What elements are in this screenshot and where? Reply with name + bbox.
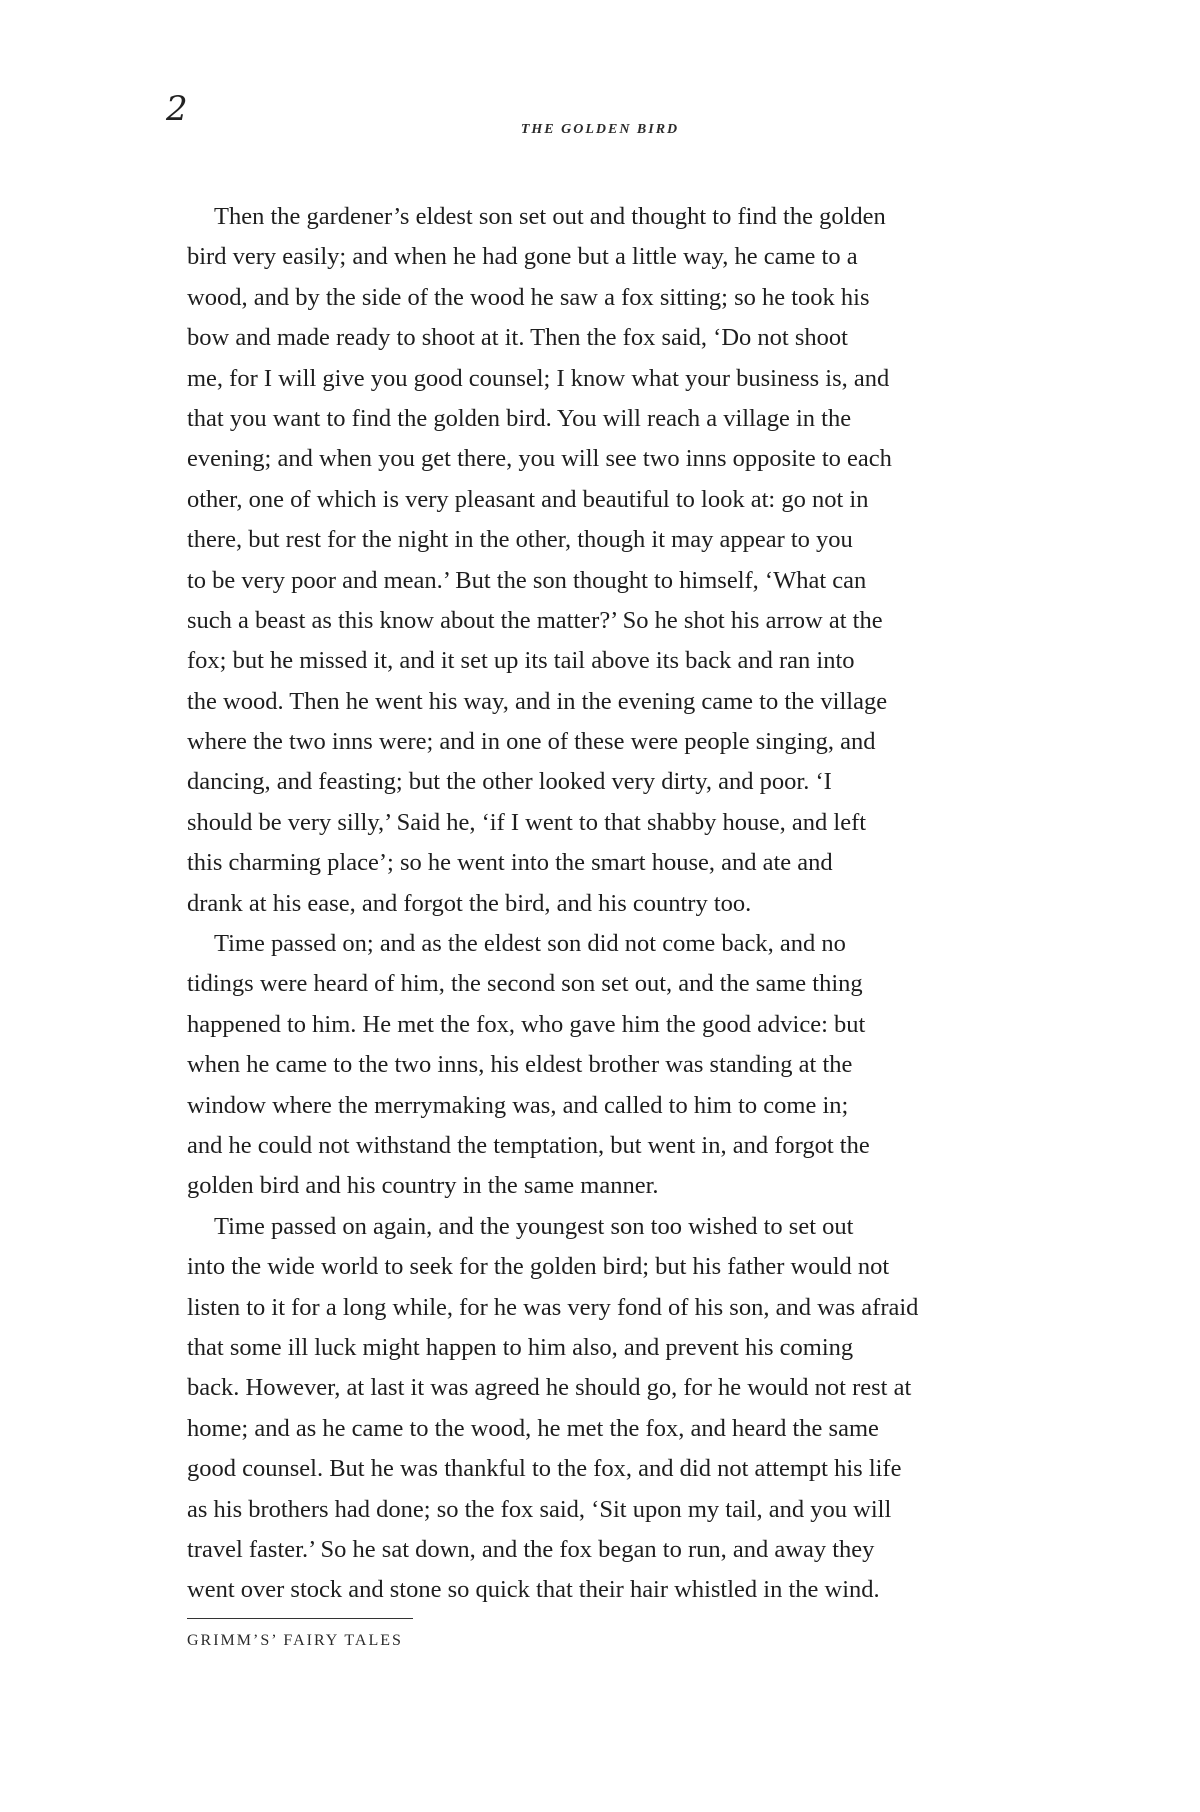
text-line: that some ill luck might happen to him also, and prevent his coming xyxy=(187,1333,854,1361)
text-line: me, for I will give you good counsel; I know what your business is, and xyxy=(187,364,890,392)
text-line: such a beast as this know about the matter?’ So he shot his arrow at the xyxy=(187,606,883,634)
text-line: into the wide world to seek for the golden bird; but his father would not xyxy=(187,1253,890,1281)
text-line: as his brothers had done; so the fox said, ‘Sit upon my tail, and you will xyxy=(187,1495,892,1523)
text-line: should be very silly,’ Said he, ‘if I went to that shabby house, and left xyxy=(187,808,867,836)
text-line: when he came to the two inns, his eldest brother was standing at the xyxy=(187,1051,853,1079)
text-line: fox; but he missed it, and it set up its tail above its back and ran into xyxy=(187,647,855,675)
text-line: Then the gardener’s eldest son set out and thought to find the golden xyxy=(214,203,886,230)
text-line: Time passed on; and as the eldest son did not come back, and no xyxy=(214,930,846,958)
body-text xyxy=(187,197,967,1611)
page-number: 2 xyxy=(166,89,188,129)
text-line: went over stock and stone so quick that their hair whistled in the wind. xyxy=(187,1576,880,1604)
text-line: other, one of which is very pleasant and beautiful to look at: go not in xyxy=(187,485,869,513)
footer-divider xyxy=(187,1618,413,1619)
text-line: dancing, and feasting; but the other looked very dirty, and poor. ‘I xyxy=(187,768,832,796)
text-line: this charming place’; so he went into the smart house, and ate and xyxy=(187,849,833,877)
footer-book-title: GRIMM’S’ FAIRY TALES xyxy=(187,1632,403,1649)
paragraph-3 xyxy=(187,1207,967,1611)
text-line: back. However, at last it was agreed he should go, for he would not rest at xyxy=(187,1374,912,1402)
text-line: wood, and by the side of the wood he saw a fox sitting; so he took his xyxy=(187,283,870,311)
paragraph-2 xyxy=(187,924,967,1207)
running-head: THE GOLDEN BIRD xyxy=(520,122,680,137)
text-line: window where the merrymaking was, and called to him to come in; xyxy=(187,1091,849,1119)
text-line: there, but rest for the night in the other, though it may appear to you xyxy=(187,526,853,554)
text-line: that you want to find the golden bird. You will reach a village in the xyxy=(187,404,852,432)
text-line: the wood. Then he went his way, and in the evening came to the village xyxy=(187,687,888,715)
text-line: evening; and when you get there, you will see two inns opposite to each xyxy=(187,445,892,473)
text-line: to be very poor and mean.’ But the son thought to himself, ‘What can xyxy=(187,566,867,594)
paragraph-1 xyxy=(187,197,967,924)
text-line: and he could not withstand the temptation, but went in, and forgot the xyxy=(187,1131,870,1159)
text-line: where the two inns were; and in one of these were people singing, and xyxy=(187,728,876,756)
text-line: tidings were heard of him, the second son set out, and the same thing xyxy=(187,970,863,998)
text-line: good counsel. But he was thankful to the fox, and did not attempt his life xyxy=(187,1455,902,1483)
text-line: golden bird and his country in the same manner. xyxy=(187,1172,659,1200)
text-line: drank at his ease, and forgot the bird, and his country too. xyxy=(187,889,752,917)
text-line: home; and as he came to the wood, he met the fox, and heard the same xyxy=(187,1414,879,1442)
text-line: listen to it for a long while, for he was very fond of his son, and was afraid xyxy=(187,1293,919,1321)
text-line: travel faster.’ So he sat down, and the fox began to run, and away they xyxy=(187,1535,875,1563)
text-line: bow and made ready to shoot at it. Then the fox said, ‘Do not shoot xyxy=(187,324,848,352)
text-line: Time passed on again, and the youngest son too wished to set out xyxy=(214,1212,854,1240)
text-line: happened to him. He met the fox, who gave him the good advice: but xyxy=(187,1010,866,1038)
text-line: bird very easily; and when he had gone but a little way, he came to a xyxy=(187,243,858,271)
